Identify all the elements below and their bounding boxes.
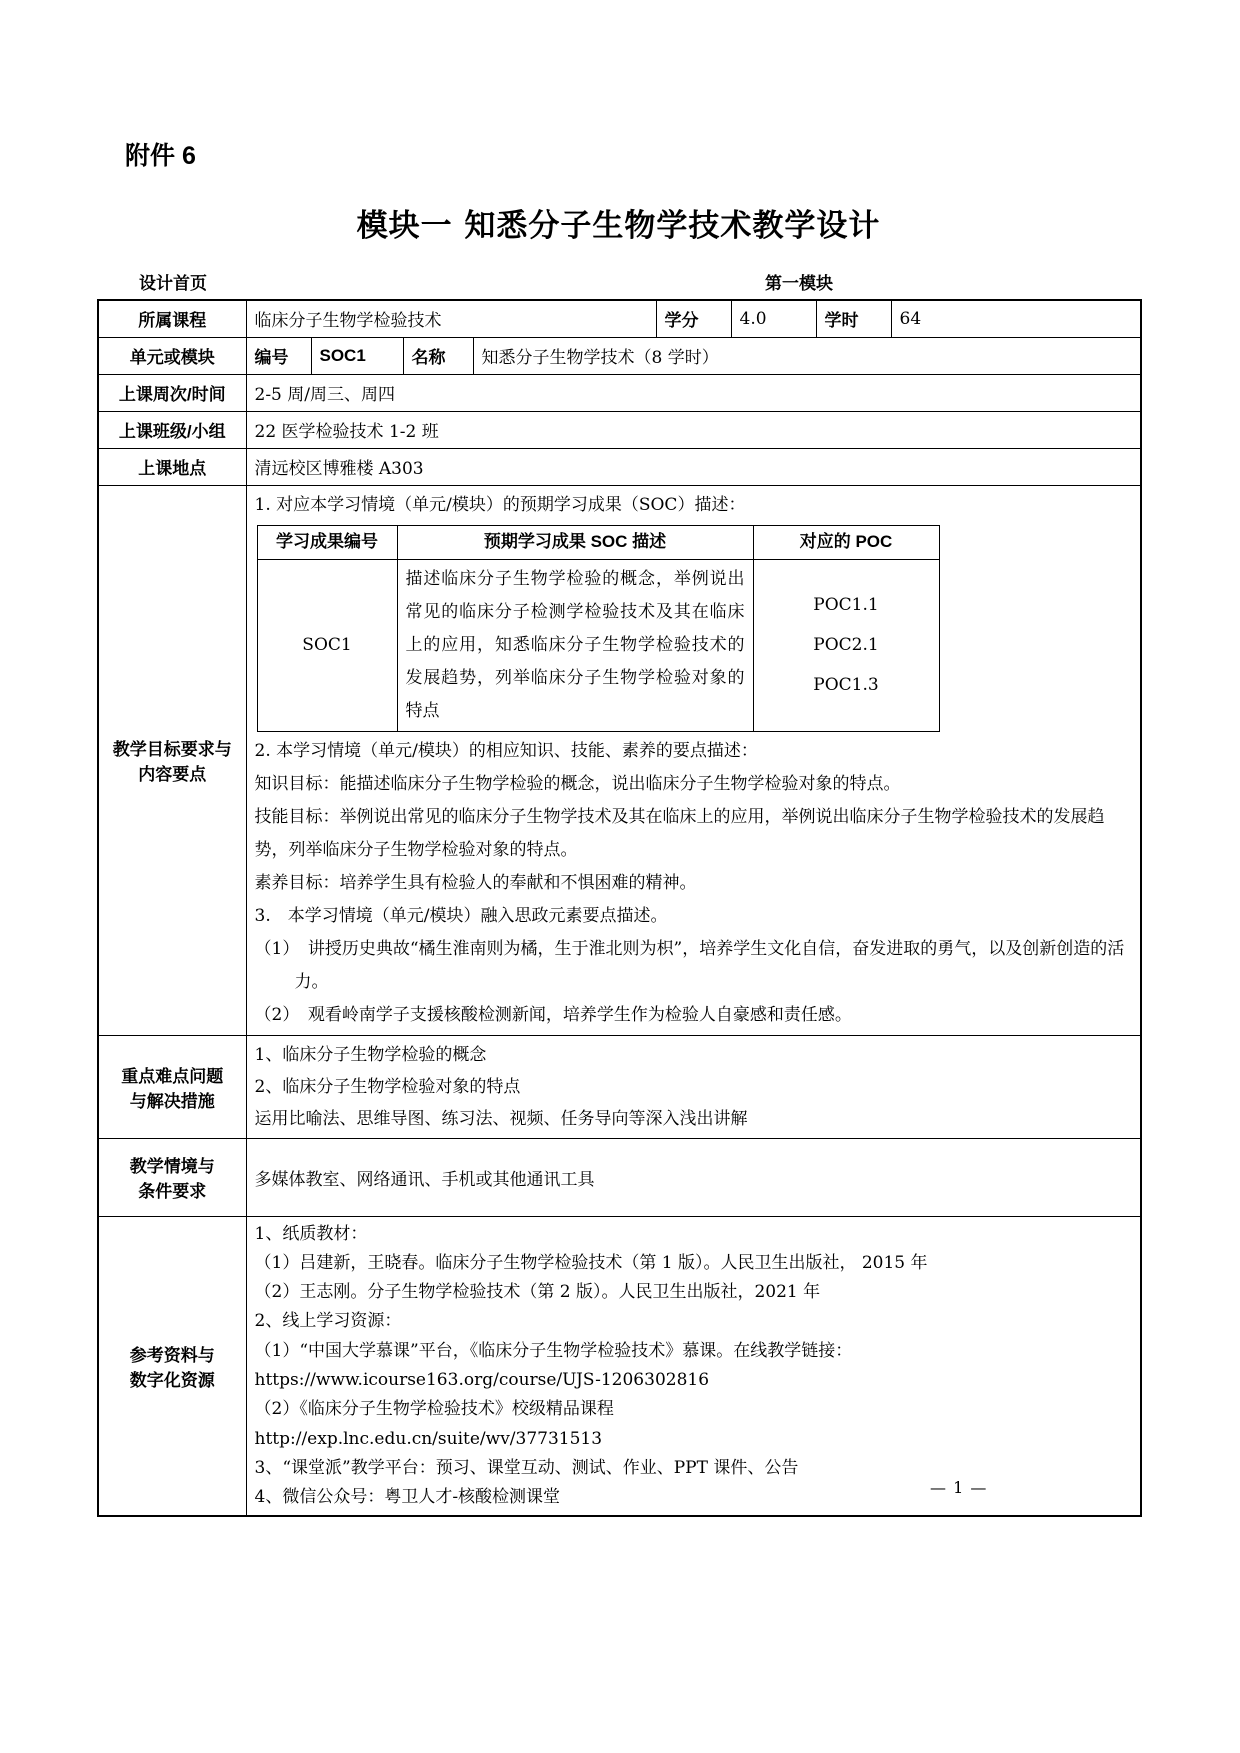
credit-label: 学分 bbox=[656, 300, 731, 337]
soc-header-code: 学习成果编号 bbox=[257, 525, 397, 559]
location-value: 清远校区博雅楼 A303 bbox=[246, 448, 1141, 485]
references-label bbox=[98, 1216, 246, 1516]
objectives-paragraph: 2. 本学习情境（单元/模块）的相应知识、技能、素养的要点描述： bbox=[254, 740, 758, 761]
soc-table bbox=[257, 525, 940, 732]
caption-module-number: 第一模块 bbox=[765, 274, 833, 293]
row-objectives bbox=[98, 485, 1141, 1035]
soc-row-code: SOC1 bbox=[257, 559, 397, 731]
page-title: 模块一 知悉分子生物学技术教学设计 bbox=[356, 208, 881, 244]
reference-line: （1）“中国大学慕课”平台，《临床分子生物学检验技术》慕课。在线教学链接： bbox=[254, 1340, 853, 1361]
soc-header-poc: 对应的 POC bbox=[753, 525, 939, 559]
objectives-label-line2: 内容要点 bbox=[138, 765, 207, 784]
module-code-label: 编号 bbox=[246, 337, 311, 374]
key-point-line: 2、临床分子生物学检验对象的特点 bbox=[254, 1076, 521, 1097]
page-number: — 1 — bbox=[930, 1478, 988, 1497]
caption-design-home: 设计首页 bbox=[139, 274, 207, 293]
objectives-paragraph: （1） 讲授历史典故“橘生淮南则为橘，生于淮北则为枳”，培养学生文化自信，奋发进取的勇气，以及创新创造的活力。 bbox=[254, 938, 1125, 992]
row-location bbox=[98, 448, 1141, 485]
row-schedule bbox=[98, 374, 1141, 411]
schedule-value: 2-5 周/周三、周四 bbox=[246, 374, 1141, 411]
key-point-line: 1、临床分子生物学检验的概念 bbox=[254, 1044, 487, 1065]
module-code-value: SOC1 bbox=[311, 337, 403, 374]
key-points-label bbox=[98, 1035, 246, 1138]
reference-line: （2）王志刚。分子生物学检验技术（第 2 版）。人民卫生出版社，2021 年 bbox=[254, 1282, 821, 1303]
objectives-paragraph: 知识目标：能描述临床分子生物学检验的概念，说出临床分子生物学检验对象的特点。 bbox=[254, 773, 901, 794]
reference-line: （1）吕建新，王晓春。临床分子生物学检验技术（第 1 版）。人民卫生出版社， 2015 年 bbox=[254, 1252, 928, 1273]
references-label-line2: 数字化资源 bbox=[129, 1370, 215, 1390]
schedule-label: 上课周次/时间 bbox=[98, 374, 246, 411]
design-table bbox=[97, 299, 1142, 1517]
key-points-content bbox=[246, 1035, 1141, 1138]
course-value: 临床分子生物学检验技术 bbox=[246, 300, 656, 337]
row-key-points bbox=[98, 1035, 1141, 1138]
objectives-paragraph: 3. 本学习情境（单元/模块）融入思政元素要点描述。 bbox=[254, 905, 668, 926]
objectives-paragraph: （2） 观看岭南学子支援核酸检测新闻，培养学生作为检验人自豪感和责任感。 bbox=[254, 1004, 852, 1025]
reference-line: （2）《临床分子生物学检验技术》校级精品课程 bbox=[254, 1399, 614, 1420]
environment-value: 多媒体教室、网络通讯、手机或其他通讯工具 bbox=[246, 1138, 1141, 1216]
module-name-label: 名称 bbox=[403, 337, 473, 374]
soc-table-body-row bbox=[257, 559, 939, 731]
document-page bbox=[97, 0, 1140, 1517]
objectives-intro: 1. 对应本学习情境（单元/模块）的预期学习成果（SOC）描述： bbox=[254, 494, 746, 515]
course-label: 所属课程 bbox=[98, 300, 246, 337]
row-course bbox=[98, 300, 1141, 337]
poc-item: POC1.3 bbox=[813, 675, 879, 695]
reference-line: 3、“课堂派”教学平台：预习、课堂互动、测试、作业、PPT 课件、公告 bbox=[254, 1457, 799, 1478]
hours-value: 64 bbox=[891, 300, 1141, 337]
references-label-line1: 参考资料与 bbox=[129, 1345, 215, 1365]
soc-row-poc-list bbox=[753, 559, 939, 731]
key-point-line: 运用比喻法、思维导图、练习法、视频、任务导向等深入浅出讲解 bbox=[254, 1108, 748, 1129]
objectives-content bbox=[246, 485, 1141, 1035]
key-points-label-line1: 重点难点问题 bbox=[121, 1066, 224, 1086]
row-class-group bbox=[98, 411, 1141, 448]
reference-line: 2、线上学习资源： bbox=[254, 1311, 402, 1332]
environment-label bbox=[98, 1138, 246, 1216]
poc-item: POC2.1 bbox=[813, 635, 879, 655]
reference-line: 1、纸质教材： bbox=[254, 1223, 368, 1244]
row-environment bbox=[98, 1138, 1141, 1216]
module-name-value: 知悉分子生物学技术（8 学时） bbox=[473, 337, 1141, 374]
location-label: 上课地点 bbox=[98, 448, 246, 485]
class-group-label: 上课班级/小组 bbox=[98, 411, 246, 448]
objectives-label bbox=[98, 485, 246, 1035]
environment-label-line2: 条件要求 bbox=[138, 1182, 207, 1201]
reference-url: https://www.icourse163.org/course/UJS-1206302816 bbox=[254, 1369, 710, 1390]
objectives-label-line1: 教学目标要求与 bbox=[112, 740, 232, 759]
class-group-value: 22 医学检验技术 1-2 班 bbox=[246, 411, 1141, 448]
soc-header-desc: 预期学习成果 SOC 描述 bbox=[397, 525, 753, 559]
objectives-paragraph: 技能目标：举例说出常见的临床分子生物学技术及其在临床上的应用，举例说出临床分子生物学检验技术的发展趋势，列举临床分子生物学检验对象的特点。 bbox=[254, 806, 1105, 860]
reference-line: 4、微信公众号：粤卫人才-核酸检测课堂 bbox=[254, 1487, 561, 1508]
hours-label: 学时 bbox=[816, 300, 891, 337]
soc-table-header-row bbox=[257, 525, 939, 559]
reference-url: http://exp.lnc.edu.cn/suite/wv/37731513 bbox=[254, 1428, 603, 1449]
row-references bbox=[98, 1216, 1141, 1516]
references-content bbox=[246, 1216, 1141, 1516]
soc-row-description: 描述临床分子生物学检验的概念，举例说出常见的临床分子检测学检验技术及其在临床上的应用，知悉临床分子生物学检验技术的发展趋势，列举临床分子生物学检验对象的特点 bbox=[397, 559, 753, 731]
attachment-label: 附件 6 bbox=[125, 142, 196, 170]
table-caption bbox=[97, 269, 1140, 295]
environment-label-line1: 教学情境与 bbox=[129, 1157, 215, 1176]
row-module bbox=[98, 337, 1141, 374]
module-label: 单元或模块 bbox=[98, 337, 246, 374]
objectives-paragraph: 素养目标：培养学生具有检验人的奉献和不惧困难的精神。 bbox=[254, 872, 697, 893]
credit-value: 4.0 bbox=[731, 300, 816, 337]
key-points-label-line2: 与解决措施 bbox=[129, 1091, 215, 1111]
poc-item: POC1.1 bbox=[813, 595, 879, 615]
